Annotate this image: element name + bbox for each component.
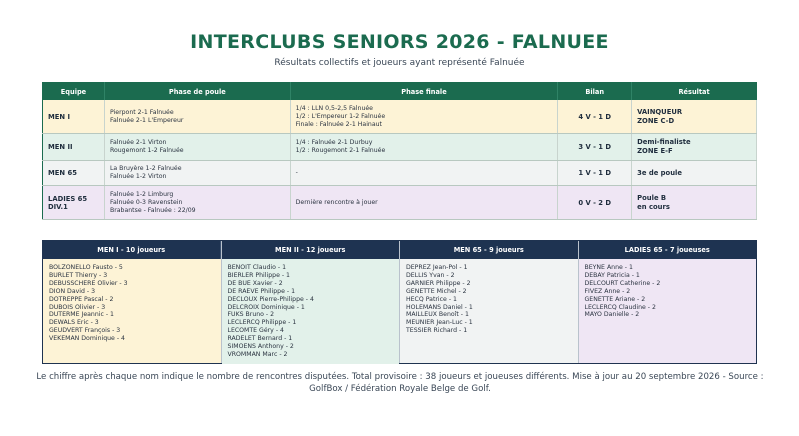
players-column-men-ii xyxy=(222,241,401,363)
players-column-header: MEN 65 - 9 joueurs xyxy=(400,241,578,259)
bilan-cell: 1 V - 1 D xyxy=(558,161,632,186)
players-column-men-i xyxy=(43,241,222,363)
column-header-phase-poule: Phase de poule xyxy=(104,83,290,101)
result-cell xyxy=(632,161,757,186)
result-line: ZONE C-D xyxy=(637,116,675,125)
player-entry: DEPREZ Jean-Pol - 1 xyxy=(406,264,468,271)
players-column-header: LADIES 65 - 7 joueuses xyxy=(579,241,757,259)
player-entry: DEBAY Patricia - 1 xyxy=(584,271,640,279)
match-line: Falnuée 2-1 Virton xyxy=(109,139,167,146)
footnote: Le chiffre après chaque nom indique le nombre de rencontres disputées. Total provisoire : 38 joueurs et joueuses différents. Mise à jour au 20 septembre 2026 - Source : GolfBox / Fédération Royale Belge de Golf. xyxy=(36,372,764,394)
result-cell xyxy=(632,134,757,161)
player-entry: BOLZONELLO Fausto - 5 xyxy=(49,264,123,271)
match-line: La Bruyère 1-2 Falnuée xyxy=(109,165,182,172)
player-entry: DELLIS Yvan - 2 xyxy=(406,271,455,279)
player-entry: GARNIER Philippe - 2 xyxy=(406,279,471,287)
match-line: 1/4 : LLN 0,5-2,5 Falnuée xyxy=(295,104,373,112)
match-line: Finale : Falnuée 2-1 Hainaut xyxy=(295,120,382,128)
players-column-ladies-65 xyxy=(579,241,757,363)
table-row xyxy=(43,134,757,161)
result-line: Poule B xyxy=(637,193,667,202)
team-cell: MEN 65 xyxy=(43,161,105,186)
result-line: ZONE E-F xyxy=(637,147,673,155)
match-line: Falnuée 0-3 Ravenstein xyxy=(109,198,183,206)
result-cell xyxy=(632,186,757,220)
player-entry: DE RAEVE Philippe - 1 xyxy=(227,287,296,295)
result-cell xyxy=(632,100,757,134)
match-line: 1/4 : Falnuée 2-1 Durbuy xyxy=(295,139,373,146)
final-cell xyxy=(290,186,558,220)
page-subtitle: Résultats collectifs et joueurs ayant représenté Falnuée xyxy=(274,58,525,68)
pool-cell xyxy=(104,134,290,161)
player-entry: LECOMTE Géry - 4 xyxy=(227,327,284,335)
players-list xyxy=(43,259,221,363)
player-entry: MAILLEUX Benoît - 1 xyxy=(406,311,469,319)
match-line: Falnuée 2-1 L'Empereur xyxy=(109,116,184,124)
player-entry: DION David - 3 xyxy=(49,287,96,295)
player-entry: VEKEMAN Dominique - 4 xyxy=(49,335,125,343)
player-entry: TESSIER Richard - 1 xyxy=(406,327,468,335)
match-line: Pierpont 2-1 Falnuée xyxy=(109,108,174,116)
player-entry: BEYNE Anne - 1 xyxy=(584,264,633,271)
player-entry: DE BUE Xavier - 2 xyxy=(227,279,283,287)
player-entry: RADELET Bernard - 1 xyxy=(227,335,293,343)
results-header-row xyxy=(43,83,757,101)
match-line: 1/2 : L'Empereur 1-2 Falnuée xyxy=(295,112,386,120)
pool-cell xyxy=(104,161,290,186)
player-entry: SIMOENS Anthony - 2 xyxy=(227,343,294,351)
match-line: Falnuée 1-2 Virton xyxy=(109,173,167,180)
player-entry: DELCROIX Dominique - 1 xyxy=(227,303,305,311)
final-cell xyxy=(290,100,558,134)
pool-cell xyxy=(104,100,290,134)
players-list xyxy=(400,259,578,363)
players-column-header: MEN II - 12 joueurs xyxy=(222,241,400,259)
player-entry: GENETTE Ariane - 2 xyxy=(584,295,646,303)
player-entry: DELCOURT Catherine - 2 xyxy=(584,279,661,287)
players-list xyxy=(222,259,400,364)
result-line: VAINQUEUR xyxy=(637,107,683,116)
match-line: Falnuée 1-2 Limburg xyxy=(109,190,174,198)
player-entry: GENETTE Michel - 2 xyxy=(406,287,467,295)
team-cell: LADIES 65 DIV.1 xyxy=(43,186,105,220)
column-header-bilan: Bilan xyxy=(558,83,632,101)
results-table xyxy=(42,82,757,220)
match-line: Rougemont 1-2 Falnuée xyxy=(109,147,184,154)
player-entry: BENOIT Claudio - 1 xyxy=(227,264,287,271)
player-entry: DUBOIS Olivier - 3 xyxy=(49,303,106,311)
player-entry: BURLET Thierry - 3 xyxy=(49,271,108,279)
page-title: INTERCLUBS SENIORS 2026 - FALNUEE xyxy=(190,31,609,53)
player-entry: LECLERCQ Claudine - 2 xyxy=(584,303,656,311)
player-entry: DECLOUX Pierre-Philippe - 4 xyxy=(227,295,314,303)
result-line: Demi-finaliste xyxy=(637,138,691,146)
player-entry: FIVEZ Anne - 2 xyxy=(584,287,631,295)
final-cell xyxy=(290,161,558,186)
pool-cell xyxy=(104,186,290,220)
player-entry: DUTERME Jeannic - 1 xyxy=(49,311,114,319)
match-line: Dernière rencontre à jouer xyxy=(295,198,378,206)
players-grid xyxy=(42,240,757,364)
column-header-resultat: Résultat xyxy=(632,83,757,101)
column-header-phase-finale: Phase finale xyxy=(290,83,558,101)
match-line: Brabantse - Falnuée : 22/09 xyxy=(109,206,196,214)
match-line: 1/2 : Rougemont 2-1 Falnuée xyxy=(295,147,386,154)
player-entry: LECLERCQ Philippe - 1 xyxy=(227,319,297,327)
bilan-cell: 4 V - 1 D xyxy=(558,100,632,134)
player-entry: FUKS Bruno - 2 xyxy=(227,311,275,319)
player-entry: DEWALS Eric - 3 xyxy=(49,319,99,327)
players-column-men-65 xyxy=(400,241,579,363)
player-entry: HECQ Patrice - 1 xyxy=(406,295,457,303)
player-entry: VROMMAN Marc - 2 xyxy=(227,350,288,358)
match-line: - xyxy=(295,169,298,176)
table-row xyxy=(43,161,757,186)
player-entry: BIERLER Philippe - 1 xyxy=(227,271,290,279)
column-header-equipe: Equipe xyxy=(43,83,105,101)
player-entry: MAYO Danielle - 2 xyxy=(584,311,640,319)
player-entry: HOLEMANS Daniel - 1 xyxy=(406,303,473,311)
result-line: 3e de poule xyxy=(637,168,682,177)
result-line: en cours xyxy=(637,202,670,211)
player-entry: GEUDVERT François - 3 xyxy=(49,327,121,335)
final-cell xyxy=(290,134,558,161)
players-list xyxy=(579,259,757,363)
players-column-header: MEN I - 10 joueurs xyxy=(43,241,221,259)
table-row xyxy=(43,186,757,220)
player-entry: MEUNIER Jean-Luc - 1 xyxy=(406,319,473,327)
bilan-cell: 3 V - 1 D xyxy=(558,134,632,161)
player-entry: DEBUSSCHERE Olivier - 3 xyxy=(49,279,128,287)
player-entry: DOTREPPE Pascal - 2 xyxy=(49,295,114,303)
bilan-cell: 0 V - 2 D xyxy=(558,186,632,220)
table-row xyxy=(43,100,757,134)
team-cell: MEN II xyxy=(43,134,105,161)
team-cell: MEN I xyxy=(43,100,105,134)
